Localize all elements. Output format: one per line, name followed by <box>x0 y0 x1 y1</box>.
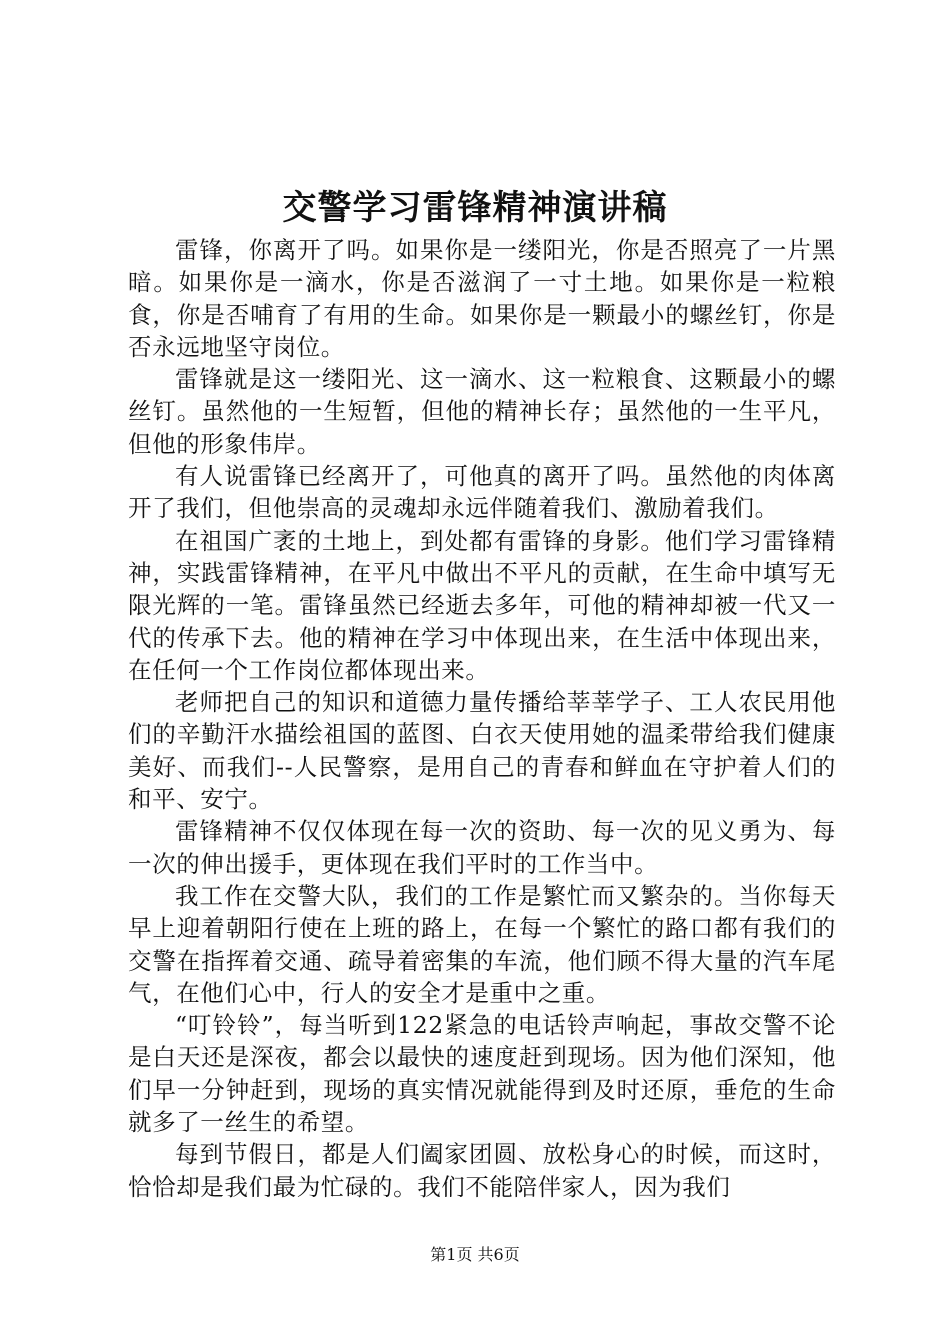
paragraph: 我工作在交警大队，我们的工作是繁忙而又繁杂的。当你每天早上迎着朝阳行使在上班的路上，在每一个繁忙的路口都有我们的交警在指挥着交通、疏导着密集的车流，他们顾不得大量的汽车尾气，在他们心中，行人的安全才是重中之重。 <box>128 881 836 1007</box>
paragraph: 雷锋就是这一缕阳光、这一滴水、这一粒粮食、这颗最小的螺丝钉。虽然他的一生短暂，但他的精神长存；虽然他的一生平凡，但他的形象伟岸。 <box>128 365 836 458</box>
paragraph: 老师把自己的知识和道德力量传播给莘莘学子、工人农民用他们的辛勤汗水描绘祖国的蓝图、白衣天使用她的温柔带给我们健康美好、而我们--人民警察，是用自己的青春和鲜血在守护着人们的和平、安宁。 <box>128 688 836 814</box>
page-number-footer: 第1页 共6页 <box>430 1245 520 1264</box>
paragraph: 有人说雷锋已经离开了，可他真的离开了吗。虽然他的肉体离开了我们，但他崇高的灵魂却永远伴随着我们、激励着我们。 <box>128 462 836 523</box>
paragraph: 雷锋精神不仅仅体现在每一次的资助、每一次的见义勇为、每一次的伸出援手，更体现在我们平时的工作当中。 <box>128 817 836 878</box>
paragraph: 在祖国广袤的土地上，到处都有雷锋的身影。他们学习雷锋精神，实践雷锋精神，在平凡中做出不平凡的贡献，在生命中填写无限光辉的一笔。雷锋虽然已经逝去多年，可他的精神却被一代又一代的传承下去。他的精神在学习中体现出来，在生活中体现出来，在任何一个工作岗位都体现出来。 <box>128 526 836 684</box>
paragraph: “叮铃铃”，每当听到122紧急的电话铃声响起，事故交警不论是白天还是深夜，都会以最快的速度赶到现场。因为他们深知，他们早一分钟赶到，现场的真实情况就能得到及时还原，垂危的生命就多了一丝生的希望。 <box>128 1011 836 1137</box>
document-body <box>128 234 836 1203</box>
document-title: 交警学习雷锋精神演讲稿 <box>282 188 668 228</box>
paragraph: 每到节假日，都是人们阖家团圆、放松身心的时候，而这时，恰恰却是我们最为忙碌的。我们不能陪伴家人，因为我们 <box>128 1140 836 1201</box>
paragraph: 雷锋，你离开了吗。如果你是一缕阳光，你是否照亮了一片黑暗。如果你是一滴水，你是否滋润了一寸土地。如果你是一粒粮食，你是否哺育了有用的生命。如果你是一颗最小的螺丝钉，你是否永远地坚守岗位。 <box>128 236 836 361</box>
